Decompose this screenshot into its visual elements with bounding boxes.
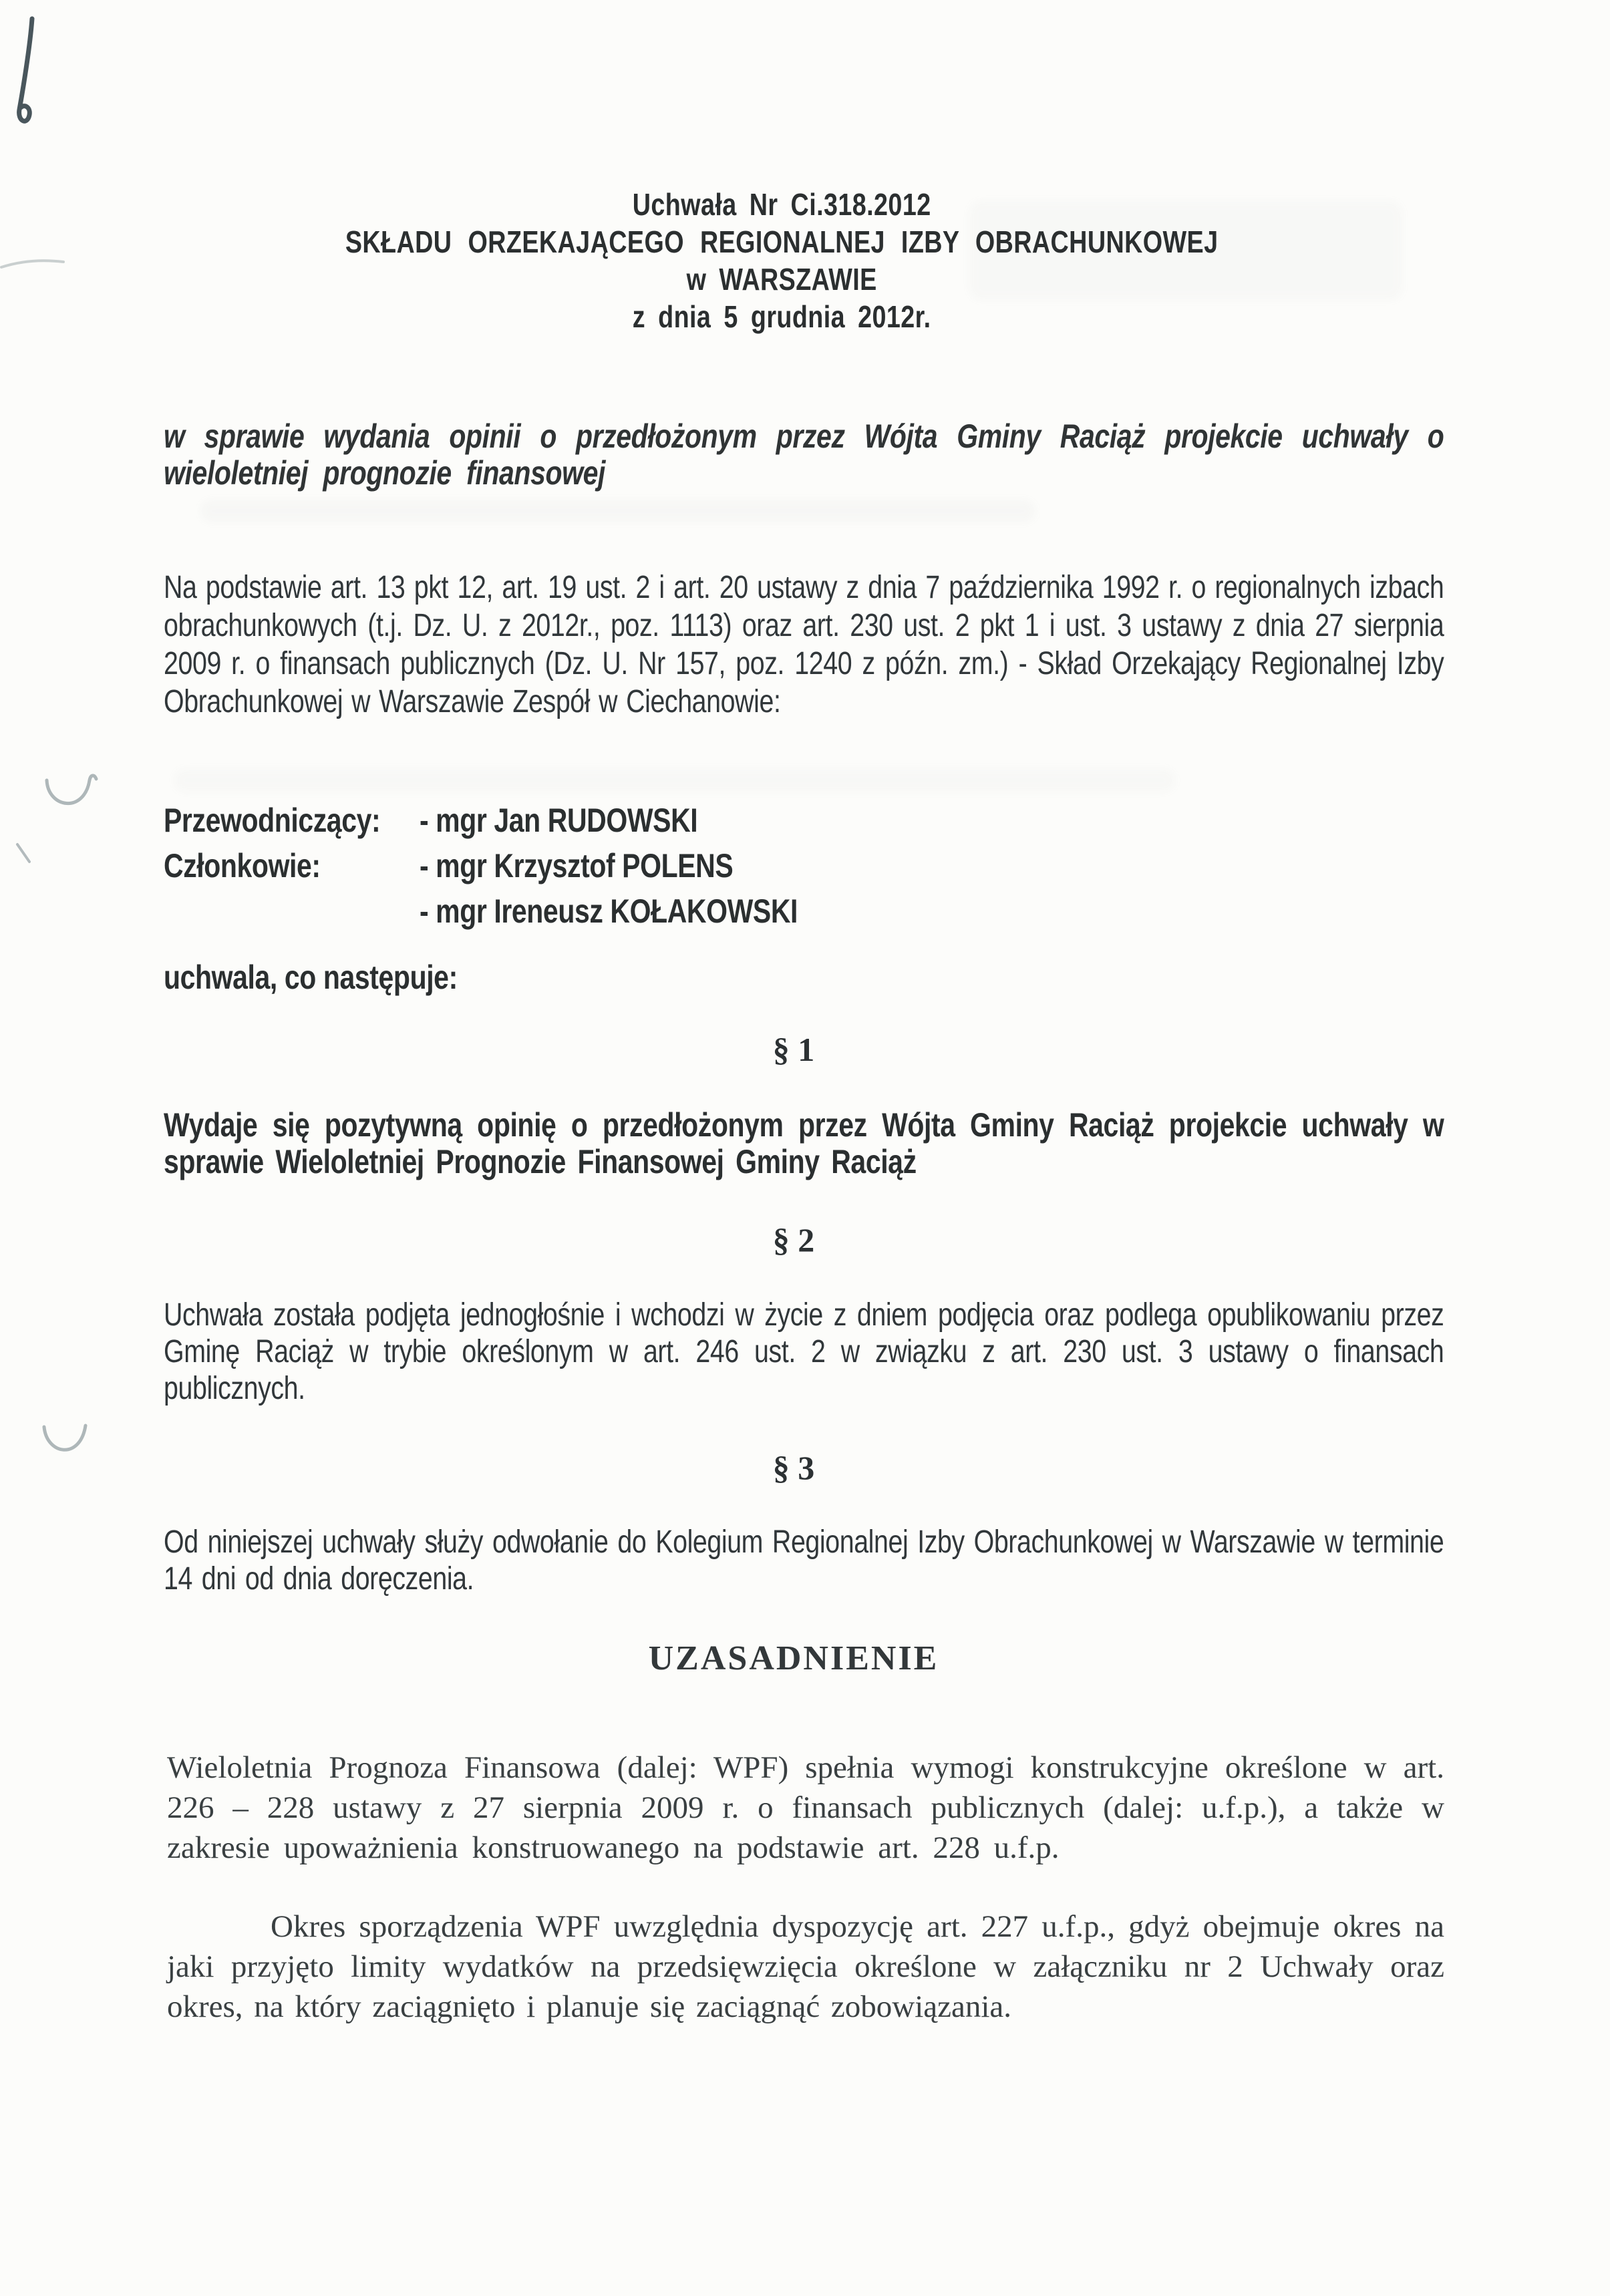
section-3-heading: § 3: [772, 1449, 815, 1486]
edge-tick-mark: [15, 842, 35, 864]
chairman-label: Przewodniczący:: [164, 802, 381, 839]
section-2-heading: § 2: [772, 1221, 815, 1259]
subject-line: w sprawie wydania opinii o przedłożonym przez Wójta Gminy Raciąż projekcie uchwały o wieloletniej prognozie finansowej: [164, 418, 1444, 492]
chairman-row: [164, 798, 1444, 843]
member-name: - mgr Krzysztof POLENS: [419, 847, 734, 884]
resolution-date: z dnia 5 grudnia 2012r.: [632, 299, 931, 334]
section-2-body: Uchwała została podjęta jednogłośnie i wchodzi w życie z dniem podjęcia oraz podlega opublikowaniu przez Gminę Raciąż w trybie określonym w art. 246 ust. 2 w związku z art. 230 ust. 3 ustawy o finansach publicznych.: [164, 1297, 1444, 1406]
chairman-name: - mgr Jan RUDOWSKI: [419, 802, 698, 839]
adjudicating-panel-list: [164, 798, 1444, 934]
margin-check-mark-1: [40, 770, 107, 830]
scan-noise: [200, 500, 1035, 522]
section-1-body: Wydaje się pozytywną opinię o przedłożonym przez Wójta Gminy Raciąż projekcie uchwały w sprawie Wieloletniej Prognozie Finansowej Gminy Raciąż: [164, 1106, 1444, 1180]
members-label: Członkowie:: [164, 847, 321, 884]
section-3-body: Od niniejszej uchwały służy odwołanie do Kolegium Regionalnej Izby Obrachunkowej w Warszawie w terminie 14 dni od dnia doręczenia.: [164, 1524, 1444, 1597]
pen-stroke-mark: [5, 12, 59, 146]
resolution-number: Uchwała Nr Ci.318.2012: [632, 187, 931, 222]
issuing-city: w WARSZAWIE: [686, 262, 877, 297]
legal-basis-paragraph: Na podstawie art. 13 pkt 12, art. 19 ust. 2 i art. 20 ustawy z dnia 7 października 1992 r. o regionalnych izbach obrachunkowych (t.j. Dz. U. z 2012r., poz. 1113) oraz art. 230 ust. 2 pkt 1 i ust. 3 ustawy z dnia 27 sierpnia 2009 r. o finansach publicznych (Dz. U. Nr 157, poz. 1240 z późn. zm.) - Skład Orzekający Regionalnej Izby Obrachunkowej w Warszawie Zespół w Ciechanowie:: [164, 570, 1444, 719]
issuing-body: SKŁADU ORZEKAJĄCEGO REGIONALNEJ IZBY OBRACHUNKOWEJ: [345, 224, 1219, 259]
document-header: [142, 186, 1422, 335]
margin-check-mark-2: [37, 1415, 104, 1475]
justification-heading: UZASADNIENIE: [648, 1639, 939, 1677]
resolution-clause: uchwala, co następuje:: [164, 959, 458, 996]
member-name: - mgr Ireneusz KOŁAKOWSKI: [419, 892, 798, 930]
member-row: [164, 843, 1444, 888]
section-1-heading: § 1: [772, 1031, 815, 1068]
member-row: [164, 888, 1444, 934]
justification-paragraph-1: Wieloletnia Prognoza Finansowa (dalej: WPF) spełnia wymogi konstrukcyjne określone w art. 226 – 228 ustawy z 27 sierpnia 2009 r. o finansach publicznych (dalej: u.f.p.), a także w zakresie upoważnienia konstruowanego na podstawie art. 228 u.f.p.: [167, 1750, 1444, 1865]
scan-noise: [174, 768, 1176, 792]
justification-paragraph-2: Okres sporządzenia WPF uwzględnia dyspozycję art. 227 u.f.p., gdyż obejmuje okres na jaki przyjęto limity wydatków na przedsięwzięcia określone w załączniku nr 2 Uchwały oraz okres, na który zaciągnięto i planuje się zaciągnąć zobowiązania.: [167, 1909, 1444, 2024]
empty-label: [164, 888, 420, 934]
pen-tail-mark: [0, 249, 67, 273]
